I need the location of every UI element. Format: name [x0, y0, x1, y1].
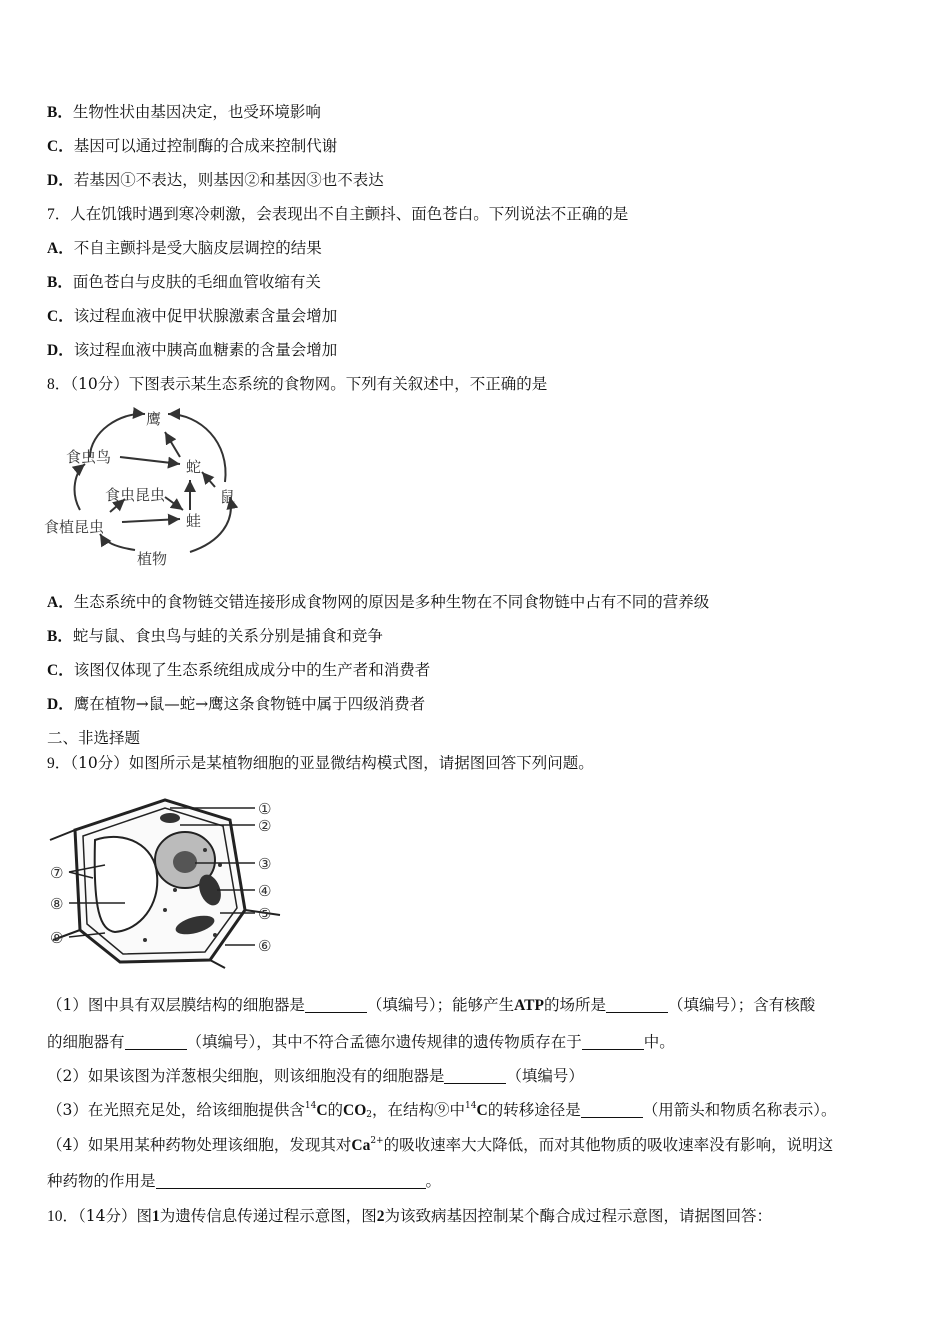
q7-stem: 7．人在饥饿时遇到寒冷刺激，会表现出不自主颤抖、面色苍白。下列说法不正确的是	[47, 205, 629, 223]
q10-stem: 10．（14分）图1为遗传信息传递过程示意图，图2为该致病基因控制某个酶合成过程示意图，请据图回答：	[47, 1207, 773, 1225]
q9-part4-line1: （4）如果用某种药物处理该细胞，发现其对$Ca^{2+}$的吸收速率大大降低，而对其他物质的吸收速率没有影响，说明这	[47, 1136, 834, 1154]
q6-option-b: B．生物性状由基因决定，也受环境影响	[47, 103, 321, 121]
answer-blank[interactable]	[581, 1102, 643, 1118]
insectivore-insect-label: 食虫昆虫	[105, 486, 166, 504]
q9-part4-line2: 种药物的作用是 。	[47, 1172, 442, 1190]
q9-part1-line2: 的细胞器有 （填编号），其中不符合孟德尔遗传规律的遗传物质存在于 中。	[47, 1033, 675, 1051]
cell-label-5: ⑤	[258, 905, 272, 923]
frog-label: 蛙	[186, 512, 202, 530]
cell-label-9: ⑨	[50, 929, 64, 947]
food-web-figure	[40, 402, 250, 572]
q7-option-d: D．该过程血液中胰高血糖素的含量会增加	[47, 341, 338, 359]
q8-option-d: D．鹰在植物→鼠—蛇→鹰这条食物链中属于四级消费者	[47, 695, 426, 713]
q9-stem: 9．（10分）如图所示是某植物细胞的亚显微结构模式图，请据图回答下列问题。	[47, 754, 594, 772]
answer-blank[interactable]	[125, 1034, 187, 1050]
insect-bird-label: 食虫鸟	[66, 448, 112, 466]
arrow-herbivore-bird	[75, 464, 85, 510]
q7-option-b: B．面色苍白与皮肤的毛细血管收缩有关	[47, 273, 321, 291]
plant-cell-diagram	[45, 790, 290, 970]
arrow-snake-hawk	[165, 432, 180, 457]
q9-part1-line1: （1）图中具有双层膜结构的细胞器是 （填编号）；能够产生ATP的场所是 （填编号）；含有核酸	[47, 996, 816, 1014]
q8-stem: 8．（10分）下图表示某生态系统的食物网。下列有关叙述中，不正确的是	[47, 375, 548, 393]
answer-blank[interactable]	[606, 997, 668, 1013]
q6-option-d: D．若基因①不表达，则基因②和基因③也不表达	[47, 171, 384, 189]
answer-blank[interactable]	[156, 1173, 426, 1189]
cell-label-2: ②	[258, 817, 272, 835]
q8-option-c: C．该图仅体现了生态系统组成成分中的生产者和消费者	[47, 661, 431, 679]
hawk-label: 鹰	[146, 410, 162, 428]
arrow-bird-snake	[120, 457, 180, 464]
plant-label: 植物	[137, 550, 168, 568]
cell-label-6: ⑥	[258, 937, 272, 955]
q9-part3: （3）在光照充足处，给该细胞提供含$^{14}$C的$CO_2$，在结构⑨中$^{14}$C的转移途径是 （用箭头和物质名称表示）。	[47, 1101, 837, 1120]
q6-option-c: C．基因可以通过控制酶的合成来控制代谢	[47, 137, 338, 155]
plant-cell-figure	[45, 790, 290, 970]
q9-part2: （2）如果该图为洋葱根尖细胞，则该细胞没有的细胞器是 （填编号）	[47, 1067, 584, 1085]
q7-option-c: C．该过程血液中促甲状腺激素含量会增加	[47, 307, 338, 325]
cell-label-7: ⑦	[50, 864, 64, 882]
answer-blank[interactable]	[582, 1034, 644, 1050]
cell-label-8: ⑧	[50, 895, 64, 913]
cell-label-1: ①	[258, 800, 272, 818]
herbivore-insect-label: 食植昆虫	[44, 518, 105, 536]
answer-blank[interactable]	[444, 1068, 506, 1084]
arrow-plant-herbivore	[100, 534, 135, 550]
cell-label-4: ④	[258, 882, 272, 900]
arrow-mouse-snake	[202, 472, 215, 487]
q7-option-a: A．不自主颤抖是受大脑皮层调控的结果	[47, 239, 322, 257]
mouse-label: 鼠	[220, 488, 236, 506]
cell-label-3: ③	[258, 855, 272, 873]
section-heading: 二、非选择题	[47, 729, 141, 747]
answer-blank[interactable]	[305, 997, 367, 1013]
q8-option-a: A．生态系统中的食物链交错连接形成食物网的原因是多种生物在不同食物链中占有不同的营养级	[47, 593, 710, 611]
food-web-diagram	[40, 402, 250, 572]
arrow-herbivore-frog	[122, 519, 180, 522]
q8-option-b: B．蛇与鼠、食虫鸟与蛙的关系分别是捕食和竞争	[47, 627, 383, 645]
arrow-insect-frog	[165, 497, 183, 510]
snake-label: 蛇	[186, 458, 202, 476]
